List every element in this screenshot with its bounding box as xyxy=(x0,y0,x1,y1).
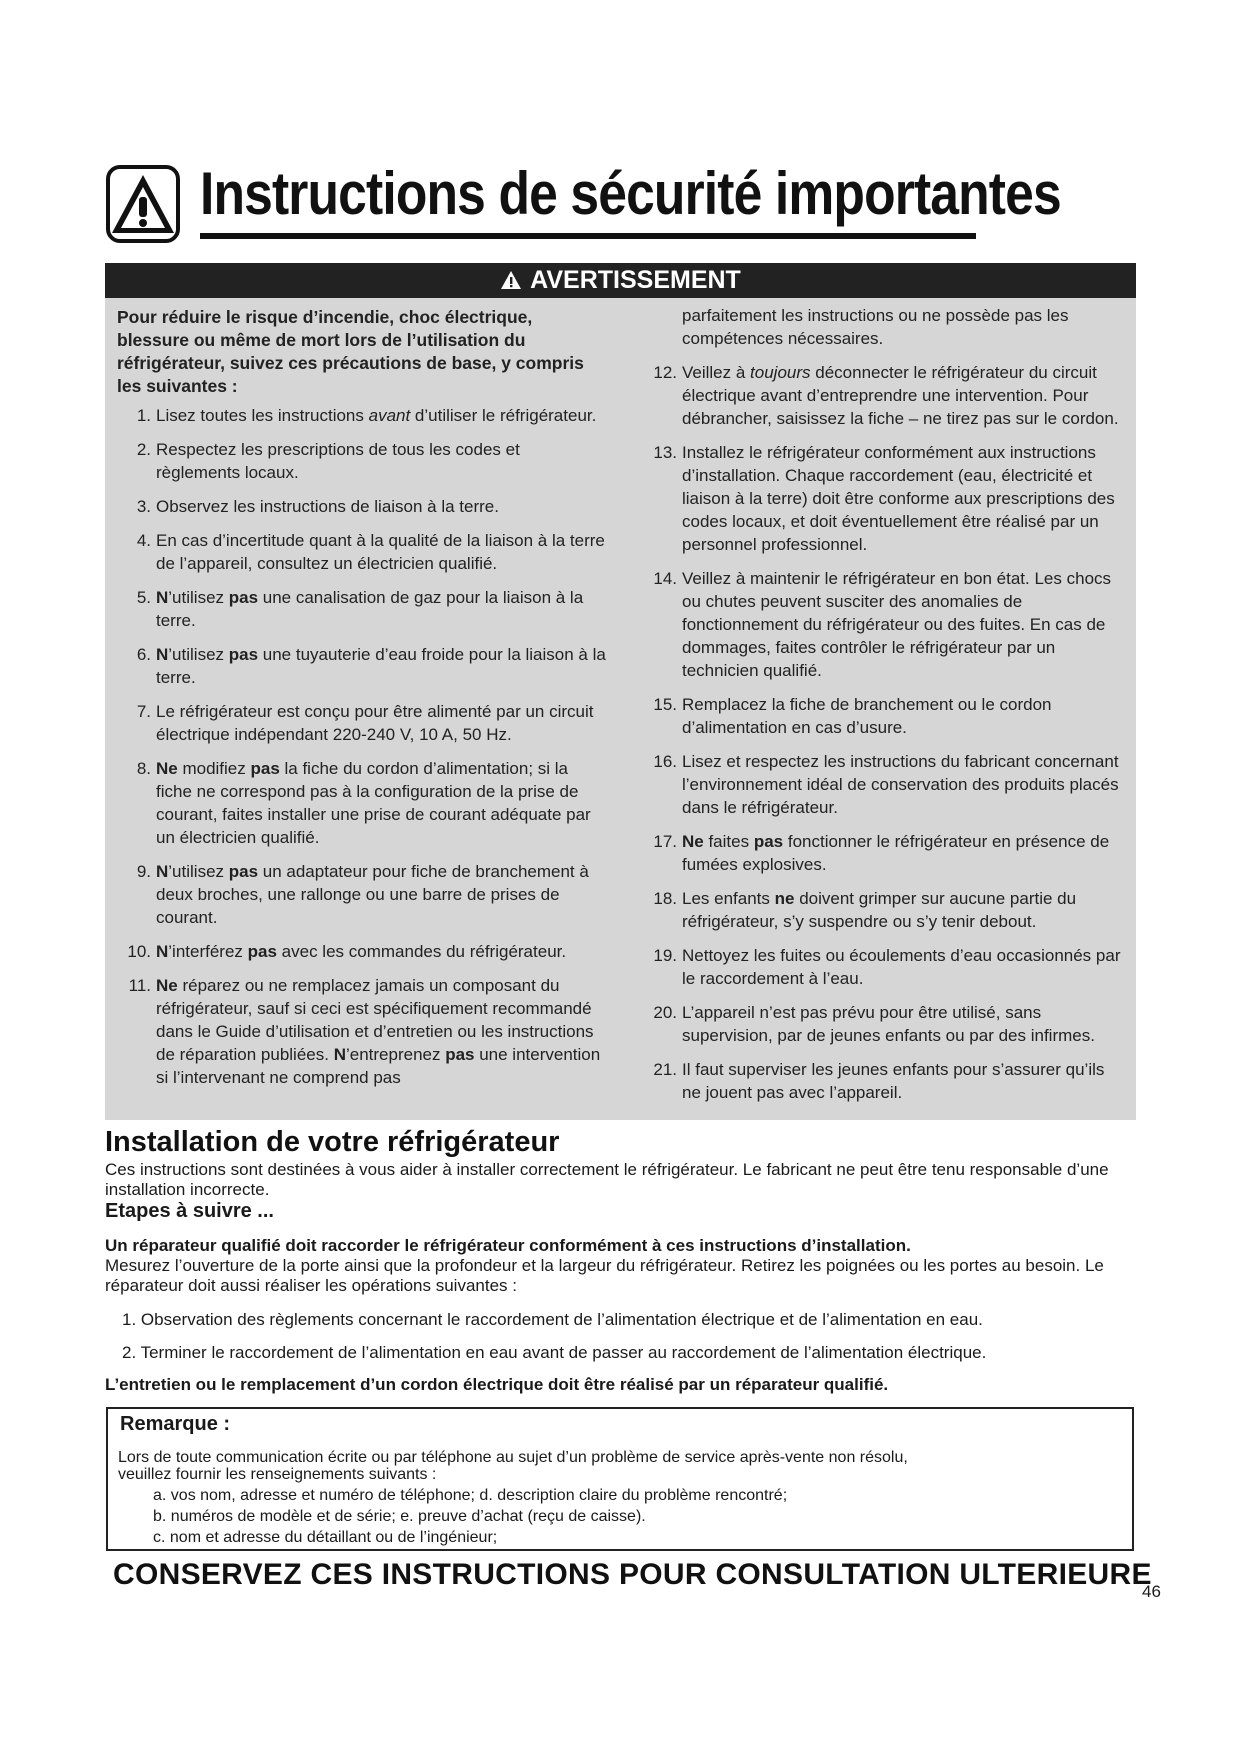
remark-list-item: a. vos nom, adresse et numéro de téléphone; d. description claire du problème rencontré; xyxy=(153,1487,788,1504)
list-item: 8. Ne modifiez pas la fiche du cordon d’alimentation; si la fiche ne correspond pas à la configuration de la prise de courant, faites installer une prise de courant adéquate par un électricien qualifié. xyxy=(136,759,591,847)
list-item: 1. Lisez toutes les instructions avant d’utiliser le réfrigérateur. xyxy=(136,406,597,425)
warning-header xyxy=(105,263,1136,298)
warning-header-label: AVERTISSEMENT xyxy=(530,266,741,294)
warning-intro: Pour réduire le risque d’incendie, choc électrique, blessure ou même de mort lors de l’utilisation du réfrigérateur, suivez ces précautions de base, y compris les suivantes : xyxy=(117,307,584,396)
page-number: 46 xyxy=(1142,1582,1161,1601)
list-item: 15. Remplacez la fiche de branchement ou le cordon d’alimentation en cas d’usure. xyxy=(653,695,1052,737)
list-item: 3. Observez les instructions de liaison à la terre. xyxy=(136,497,499,516)
list-item: 21. Il faut superviser les jeunes enfants pour s’assurer qu’ils ne jouent pas avec l’appareil. xyxy=(653,1060,1105,1102)
list-item: 14. Veillez à maintenir le réfrigérateur en bon état. Les chocs ou chutes peuvent susciter des anomalies de fonctionnement du réfrigérateur ou des fuites. En cas de dommages, faites contrôler le réfrigérateur par un technicien qualifié. xyxy=(653,569,1112,680)
list-item: 2. Respectez les prescriptions de tous les codes et règlements locaux. xyxy=(136,440,520,482)
remark-line: Lors de toute communication écrite ou par téléphone au sujet d’un problème de service après-vente non résolu, xyxy=(118,1449,908,1466)
list-item-continuation: parfaitement les instructions ou ne possède pas les compétences nécessaires. xyxy=(682,306,1069,348)
list-item: 5. N’utilisez pas une canalisation de gaz pour la liaison à la terre. xyxy=(136,588,584,630)
warning-left-column xyxy=(117,306,607,1100)
footer-banner: CONSERVEZ CES INSTRUCTIONS POUR CONSULTATION ULTERIEURE xyxy=(113,1558,1152,1591)
warning-box xyxy=(105,298,1136,1120)
alert-triangle-icon xyxy=(500,265,522,300)
page-title: Instructions de sécurité importantes xyxy=(200,160,1061,227)
list-item: 12. Veillez à toujours déconnecter le réfrigérateur du circuit électrique avant d’entreprendre une intervention. Pour débrancher, saisissez la fiche – ne tirez pas sur le cordon. xyxy=(653,363,1119,428)
list-item: 7. Le réfrigérateur est conçu pour être alimenté par un circuit électrique indépendant 220-240 V, 10 A, 50 Hz. xyxy=(136,702,594,744)
step-item: 2. Terminer le raccordement de l’alimentation en eau avant de passer au raccordement de l’alimentation électrique. xyxy=(122,1343,987,1362)
title-block xyxy=(106,160,1061,245)
warning-icon xyxy=(106,165,180,243)
installation-heading: Installation de votre réfrigérateur xyxy=(105,1126,560,1158)
list-item: 9. N’utilisez pas un adaptateur pour fiche de branchement à deux broches, une rallonge ou une barre de prises de courant. xyxy=(136,862,589,927)
remark-box xyxy=(106,1407,1134,1551)
steps-heading: Etapes à suivre ... xyxy=(105,1200,274,1222)
list-item: 19. Nettoyez les fuites ou écoulements d’eau occasionnés par le raccordement à l’eau. xyxy=(653,946,1121,988)
list-item: 6. N’utilisez pas une tuyauterie d’eau froide pour la liaison à la terre. xyxy=(136,645,606,687)
measure-paragraph: Mesurez l’ouverture de la porte ainsi que la profondeur et la largeur du réfrigérateur. Retirez les poignées ou les portes au besoin. Le réparateur doit aussi réaliser les opérations suivantes : xyxy=(105,1256,1104,1295)
title-underline xyxy=(200,233,976,239)
installation-paragraph: Ces instructions sont destinées à vous aider à installer correctement le réfrigérateur. Le fabricant ne peut être tenu responsable d’une installation incorrecte. xyxy=(105,1160,1109,1199)
cord-note: L’entretien ou le remplacement d’un cordon électrique doit être réalisé par un réparateur qualifié. xyxy=(105,1375,889,1394)
list-item: 16. Lisez et respectez les instructions du fabricant concernant l’environnement idéal de conservation des produits placés dans le réfrigérateur. xyxy=(653,752,1119,817)
remark-list-item: b. numéros de modèle et de série; e. preuve d’achat (reçu de caisse). xyxy=(153,1508,646,1525)
list-item: 11. Ne réparez ou ne remplacez jamais un composant du réfrigérateur, sauf si ceci est spécifiquement recommandé dans le Guide d’utilisation et d’entretien ou les instructions de réparation publiées. N’entreprenez pas une intervention si l’intervenant ne comprend pas xyxy=(128,976,601,1087)
warning-right-column xyxy=(647,304,1123,1115)
remark-heading: Remarque : xyxy=(120,1413,231,1435)
step-item: 1. Observation des règlements concernant le raccordement de l’alimentation électrique et de l’alimentation en eau. xyxy=(122,1310,983,1329)
remark-line: veuillez fournir les renseignements suivants : xyxy=(118,1466,437,1483)
list-item: 20. L’appareil n’est pas prévu pour être utilisé, sans supervision, par de jeunes enfants ou par des infirmes. xyxy=(653,1003,1095,1045)
qualified-repairer-note: Un réparateur qualifié doit raccorder le réfrigérateur conformément à ces instructions d’installation. xyxy=(105,1236,911,1255)
list-item: 4. En cas d’incertitude quant à la qualité de la liaison à la terre de l’appareil, consultez un électricien qualifié. xyxy=(136,531,605,573)
list-item: 18. Les enfants ne doivent grimper sur aucune partie du réfrigérateur, s’y suspendre ou s’y tenir debout. xyxy=(653,889,1077,931)
remark-list-item: c. nom et adresse du détaillant ou de l’ingénieur; xyxy=(153,1529,498,1546)
list-item: 10. N’interférez pas avec les commandes du réfrigérateur. xyxy=(127,942,567,961)
list-item: 13. Installez le réfrigérateur conformément aux instructions d’installation. Chaque raccordement (eau, électricité et liaison à la terre) doit être conforme aux prescriptions des codes locaux, et doit éventuellement être réalisé par un personnel professionnel. xyxy=(653,443,1115,554)
list-item: 17. Ne faites pas fonctionner le réfrigérateur en présence de fumées explosives. xyxy=(653,832,1110,874)
